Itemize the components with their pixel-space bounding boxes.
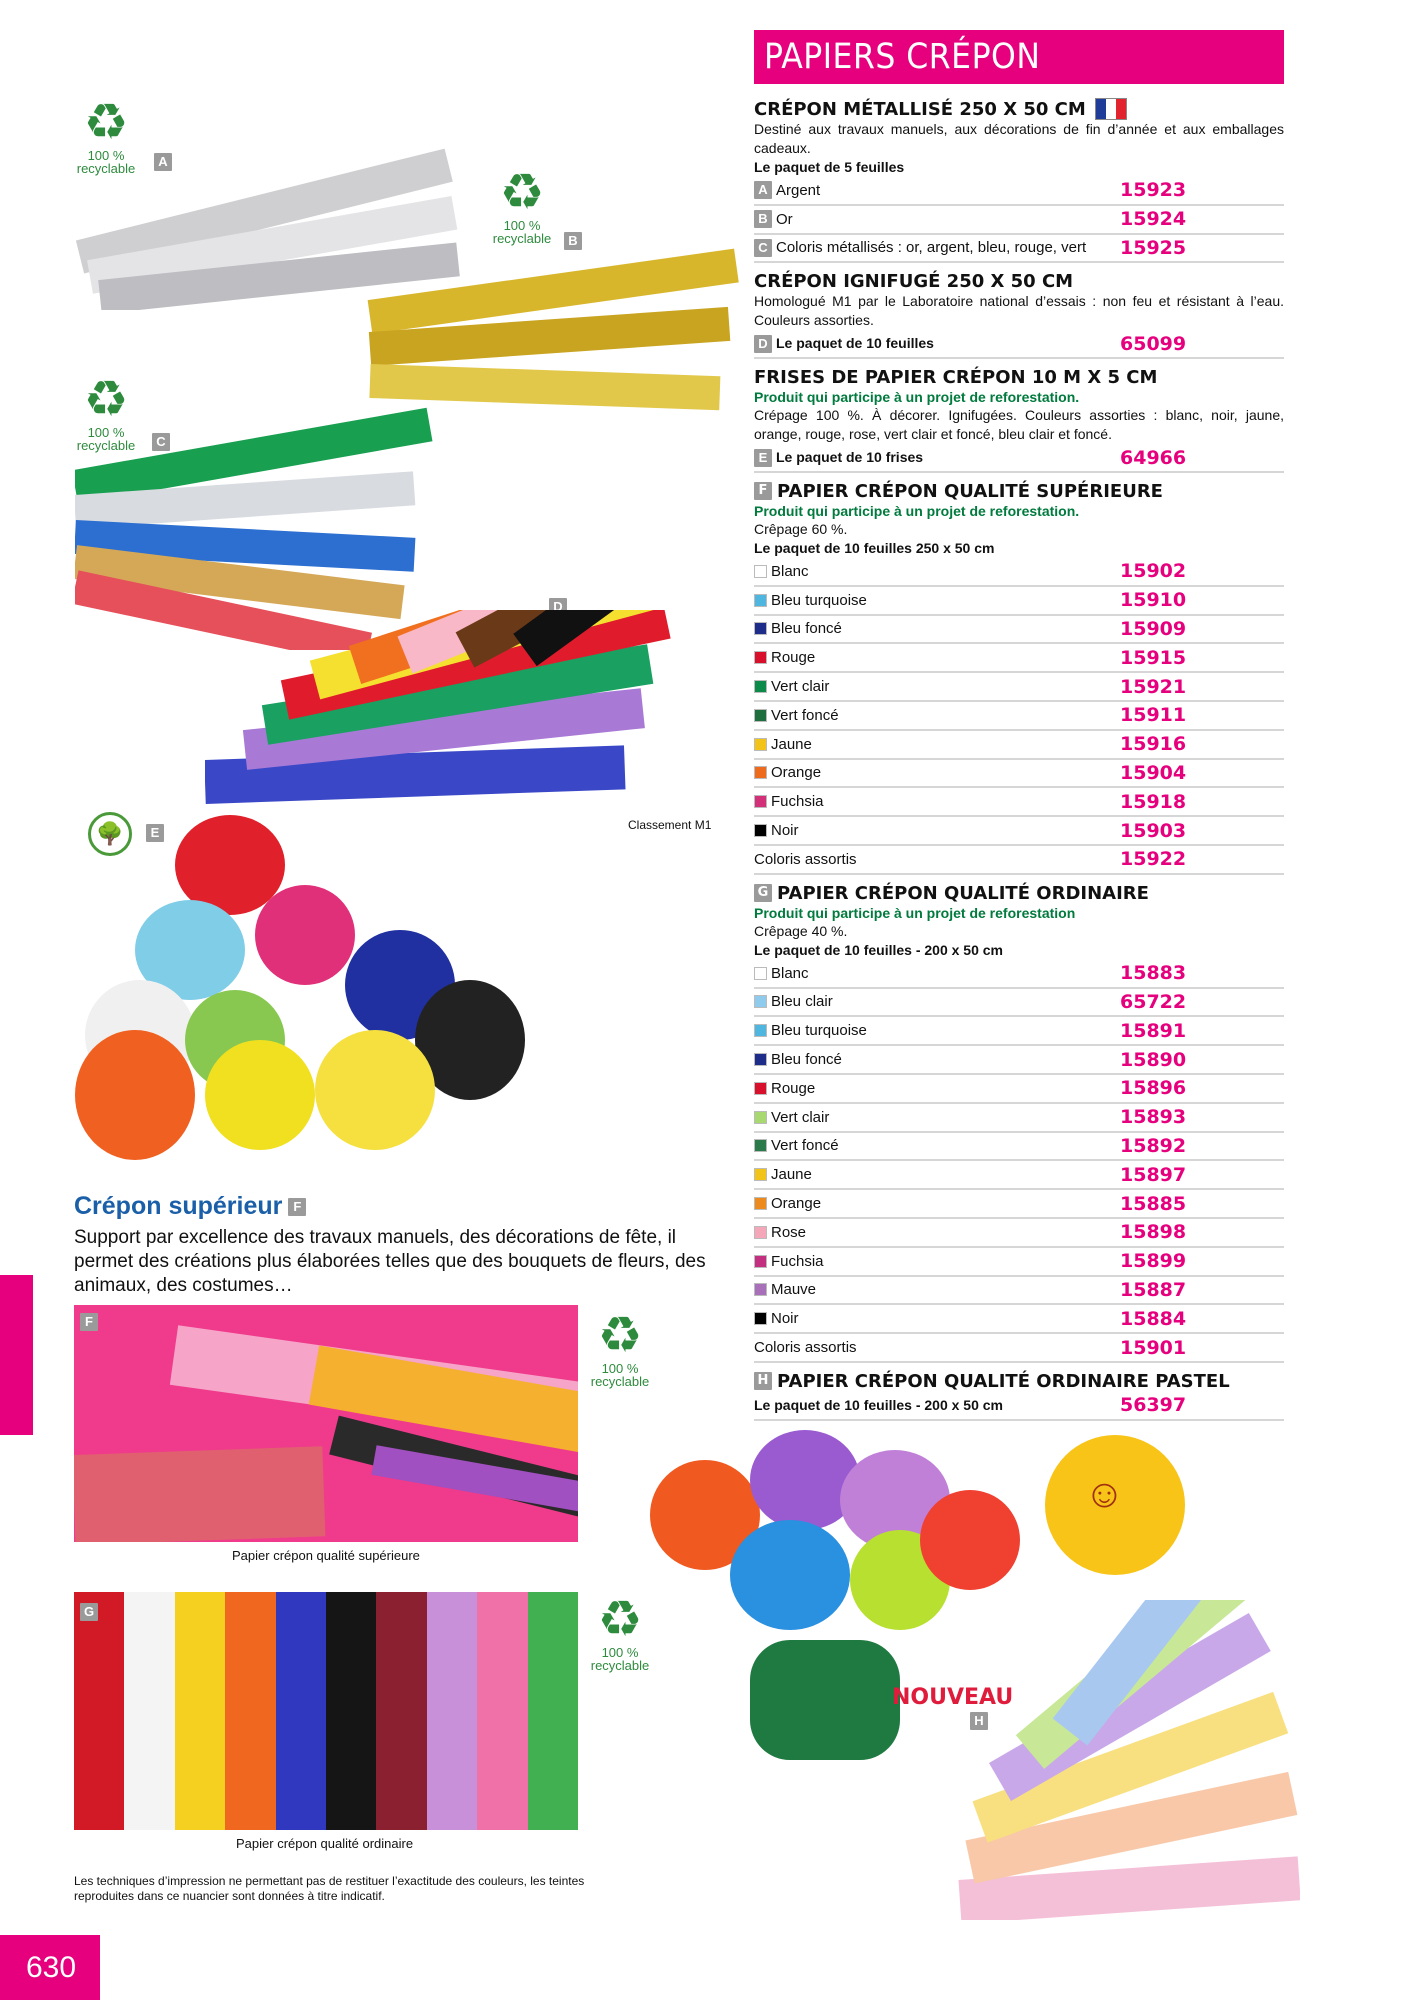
- reforestation-note: Produit qui participe à un projet de reforestation.: [754, 502, 1080, 519]
- product-reference: 15918: [1120, 790, 1187, 813]
- row-label: Bleu turquoise: [771, 591, 867, 609]
- product-reference: 15902: [1120, 560, 1187, 583]
- product-list: [754, 30, 1284, 1421]
- row-label: Le paquet de 10 feuilles: [776, 335, 934, 352]
- color-swatch: [754, 709, 767, 722]
- caption-classement: Classement M1: [628, 818, 712, 832]
- product-reference: 15916: [1120, 733, 1187, 756]
- row-label: Rouge: [771, 1079, 816, 1097]
- letter-badge: F: [288, 1198, 306, 1216]
- letter-badge: B: [754, 210, 772, 228]
- product-reference: 15887: [1120, 1278, 1187, 1301]
- product-row[interactable]: [754, 644, 1284, 673]
- description: Crêpage 60 %.: [754, 520, 848, 537]
- color-swatch: [754, 1082, 767, 1095]
- product-reference: 15904: [1120, 761, 1187, 784]
- letter-badge: C: [152, 433, 170, 451]
- product-reference: 15909: [1120, 617, 1187, 640]
- product-row[interactable]: [754, 235, 1284, 264]
- section-title-metallise: [754, 98, 1284, 120]
- recyclable-text: 100 % recyclable: [590, 1361, 650, 1389]
- product-row[interactable]: [754, 330, 1284, 359]
- caption-superieure: Papier crépon qualité supérieure: [232, 1548, 420, 1563]
- letter-badge: F: [754, 482, 772, 500]
- product-row[interactable]: [754, 731, 1284, 760]
- disclaimer: Les techniques d’impression ne permettant pas de restituer l’exactitude des couleurs, les teintes reproduites dans ce nuancier sont données à titre indicatif.: [74, 1874, 585, 1903]
- product-reference: 15925: [1120, 236, 1187, 259]
- recycle-icon: ♻: [597, 1307, 643, 1363]
- product-row[interactable]: [754, 587, 1284, 616]
- row-label: Blanc: [771, 964, 809, 982]
- product-row[interactable]: [754, 1277, 1284, 1306]
- row-label: Le paquet de 10 frises: [776, 449, 924, 466]
- product-row[interactable]: [754, 1046, 1284, 1075]
- letter-badge: A: [154, 153, 172, 171]
- color-swatch: [754, 651, 767, 664]
- product-reference: 15883: [1120, 962, 1187, 985]
- recyclable-text: 100 % recyclable: [492, 218, 552, 246]
- row-label: Coloris assortis: [754, 850, 857, 868]
- product-row[interactable]: [754, 558, 1284, 587]
- letter-badge: D: [549, 598, 567, 616]
- color-swatch: [754, 795, 767, 808]
- description: Crêpage 40 %.: [754, 922, 848, 939]
- product-row[interactable]: [754, 960, 1284, 989]
- row-label: Fuchsia: [771, 1252, 824, 1270]
- section-title-superieure: [754, 481, 1284, 502]
- tree-icon: 🌳: [88, 812, 132, 856]
- row-label: Coloris assortis: [754, 1339, 857, 1356]
- section-title-pastel: [754, 1371, 1284, 1392]
- product-reference: 15922: [1120, 848, 1187, 871]
- row-label: Coloris métallisés : or, argent, bleu, rouge, vert: [776, 239, 1087, 257]
- product-reference: 15903: [1120, 819, 1187, 842]
- color-swatch: [754, 680, 767, 693]
- letter-badge: G: [80, 1603, 98, 1621]
- letter-badge: H: [970, 1712, 988, 1730]
- color-swatch: [754, 1139, 767, 1152]
- color-swatch: [754, 967, 767, 980]
- section-title-text: CRÉPON MÉTALLISÉ 250 X 50 CM: [754, 98, 1086, 120]
- product-reference: 15897: [1120, 1163, 1187, 1186]
- row-label: Jaune: [771, 1166, 812, 1184]
- section-title-ignifuge: CRÉPON IGNIFUGÉ 250 X 50 CM: [754, 271, 1074, 293]
- photo-crepon-superieur: [74, 1305, 578, 1542]
- caption-ordinaire: Papier crépon qualité ordinaire: [236, 1836, 414, 1851]
- row-label: Jaune: [771, 735, 812, 753]
- row-label: Argent: [776, 181, 821, 199]
- product-row[interactable]: [754, 616, 1284, 645]
- product-reference: 15921: [1120, 675, 1187, 698]
- reforestation-note: Produit qui participe à un projet de reforestation: [754, 904, 1076, 921]
- color-swatch: [754, 1283, 767, 1296]
- color-swatch: [754, 622, 767, 635]
- product-reference: 15893: [1120, 1106, 1187, 1129]
- recycle-icon: ♻: [597, 1591, 643, 1647]
- letter-badge: D: [754, 335, 772, 353]
- product-reference: 15891: [1120, 1019, 1187, 1042]
- recyclable-logo: [482, 165, 562, 245]
- section-title-ordinaire: [754, 883, 1284, 904]
- row-label: Orange: [771, 764, 822, 782]
- section-title-text: PAPIER CRÉPON QUALITÉ ORDINAIRE: [777, 882, 1149, 904]
- row-label: Fuchsia: [771, 793, 824, 811]
- product-reference: 15898: [1120, 1221, 1187, 1244]
- recyclable-text: 100 % recyclable: [76, 425, 136, 453]
- color-swatch: [754, 995, 767, 1008]
- row-label: Le paquet de 10 feuilles - 200 x 50 cm: [754, 1396, 1003, 1413]
- product-reference: 56397: [1120, 1394, 1187, 1417]
- row-label: Mauve: [771, 1281, 817, 1299]
- row-label: Orange: [771, 1195, 822, 1213]
- product-row[interactable]: [754, 1305, 1284, 1334]
- color-swatch: [754, 1226, 767, 1239]
- section-title-text: PAPIER CRÉPON QUALITÉ SUPÉRIEURE: [777, 480, 1163, 502]
- product-row[interactable]: [754, 788, 1284, 817]
- letter-badge: A: [754, 181, 772, 199]
- product-row[interactable]: [754, 846, 1284, 875]
- color-swatch: [754, 738, 767, 751]
- product-image-ignifuge: [205, 610, 735, 830]
- recyclable-text: 100 % recyclable: [590, 1645, 650, 1673]
- description: Crépage 100 %. À décorer. Ignifugées. Couleurs assorties : blanc, noir, jaune, orange, rouge, rose, vert clair et foncé, bleu clair et foncé.: [754, 407, 1284, 443]
- color-swatch: [754, 1255, 767, 1268]
- product-row[interactable]: [754, 1334, 1284, 1363]
- color-swatch: [754, 1024, 767, 1037]
- page-title: PAPIERS CRÉPON: [754, 30, 1284, 84]
- color-swatch: [754, 1168, 767, 1181]
- heading-crepon-superieur: [74, 1192, 306, 1221]
- row-label: Vert clair: [771, 1108, 830, 1126]
- color-swatch: [754, 1312, 767, 1325]
- color-swatch: [754, 1053, 767, 1066]
- recyclable-logo: [580, 1308, 660, 1388]
- row-label: Rouge: [771, 649, 816, 667]
- letter-badge: E: [754, 449, 772, 467]
- product-reference: 15896: [1120, 1077, 1187, 1100]
- product-reference: 15892: [1120, 1134, 1187, 1157]
- section-title-frises: FRISES DE PAPIER CRÉPON 10 M X 5 CM: [754, 367, 1158, 389]
- row-label: Noir: [771, 822, 799, 840]
- row-label: Noir: [771, 1310, 799, 1328]
- row-label: Blanc: [771, 562, 809, 580]
- letter-badge: B: [564, 232, 582, 250]
- color-swatch: [754, 594, 767, 607]
- row-label: Vert foncé: [771, 706, 839, 724]
- product-reference: 15915: [1120, 646, 1187, 669]
- product-row[interactable]: [754, 177, 1284, 206]
- pack-info: Le paquet de 10 feuilles 250 x 50 cm: [754, 539, 995, 556]
- row-label: Bleu foncé: [771, 620, 842, 638]
- color-swatch: [754, 824, 767, 837]
- pack-info: Le paquet de 10 feuilles - 200 x 50 cm: [754, 941, 1003, 958]
- row-label: Rose: [771, 1223, 807, 1241]
- reforestation-note: Produit qui participe à un projet de reforestation.: [754, 389, 1080, 406]
- row-label: Vert clair: [771, 678, 830, 696]
- product-reference: 15924: [1120, 208, 1187, 231]
- description: Homologué M1 par le Laboratoire national d’essais : non feu et résistant à l’eau. Couleurs assorties.: [754, 293, 1284, 329]
- product-row[interactable]: [754, 1017, 1284, 1046]
- product-reference: 15899: [1120, 1250, 1187, 1273]
- new-badge: NOUVEAU: [892, 1685, 1014, 1710]
- product-row[interactable]: [754, 760, 1284, 789]
- color-swatch: [754, 1111, 767, 1124]
- row-label: Bleu foncé: [771, 1051, 842, 1069]
- product-row[interactable]: [754, 1190, 1284, 1219]
- side-tab: [0, 1275, 33, 1435]
- product-reference: 15884: [1120, 1307, 1187, 1330]
- product-reference: 15910: [1120, 589, 1187, 612]
- product-reference: 15885: [1120, 1192, 1187, 1215]
- page-number: 630: [0, 1935, 100, 2000]
- product-reference: 15923: [1120, 179, 1187, 202]
- heading-text: Crépon supérieur: [74, 1192, 283, 1220]
- product-row[interactable]: [754, 1219, 1284, 1248]
- section-title-text: PAPIER CRÉPON QUALITÉ ORDINAIRE PASTEL: [777, 1370, 1230, 1392]
- product-row[interactable]: [754, 673, 1284, 702]
- color-swatch: [754, 766, 767, 779]
- intro-text: Support par excellence des travaux manuels, des décorations de fête, il permet des créations plus élaborées telles que des bouquets de fleurs, des animaux, des costumes…: [74, 1227, 706, 1296]
- product-row[interactable]: [754, 444, 1284, 473]
- product-row[interactable]: [754, 702, 1284, 731]
- product-reference: 64966: [1120, 446, 1187, 469]
- row-label: Bleu clair: [771, 993, 833, 1011]
- letter-badge: F: [80, 1313, 98, 1331]
- description: Destiné aux travaux manuels, aux décorations de fin d’année et aux emballages cadeaux.: [754, 121, 1284, 156]
- product-row[interactable]: [754, 1133, 1284, 1162]
- french-flag-icon: [1095, 98, 1127, 120]
- product-image-frises: [75, 810, 535, 1170]
- photo-crepon-ordinaire: [74, 1592, 578, 1830]
- color-swatch: [754, 1197, 767, 1210]
- letter-badge: E: [146, 824, 164, 842]
- product-row[interactable]: [754, 989, 1284, 1018]
- product-row[interactable]: [754, 817, 1284, 846]
- product-row[interactable]: [754, 1104, 1284, 1133]
- product-reference: 15911: [1120, 704, 1187, 727]
- product-reference: 15890: [1120, 1048, 1187, 1071]
- row-label: Bleu turquoise: [771, 1022, 867, 1040]
- smiley-icon: ☺: [1084, 1472, 1125, 1516]
- row-label: Vert foncé: [771, 1137, 839, 1155]
- product-row[interactable]: [754, 1161, 1284, 1190]
- recyclable-text: 100 % recyclable: [76, 148, 136, 176]
- product-reference: 15901: [1120, 1336, 1187, 1359]
- product-reference: 65722: [1120, 990, 1187, 1013]
- recycle-icon: ♻: [83, 371, 129, 427]
- sun-decoration: [1020, 1410, 1210, 1600]
- product-image-pastel: [950, 1600, 1300, 1920]
- letter-badge: H: [754, 1372, 772, 1390]
- product-row[interactable]: [754, 206, 1284, 235]
- letter-badge: C: [754, 239, 772, 257]
- product-row[interactable]: [754, 1248, 1284, 1277]
- product-reference: 65099: [1120, 332, 1187, 355]
- recycle-icon: ♻: [83, 94, 129, 150]
- pack-info: Le paquet de 5 feuilles: [754, 159, 905, 175]
- row-label: Or: [776, 210, 793, 228]
- recycle-icon: ♻: [499, 164, 545, 220]
- product-row[interactable]: [754, 1075, 1284, 1104]
- letter-badge: G: [754, 884, 772, 902]
- color-swatch: [754, 565, 767, 578]
